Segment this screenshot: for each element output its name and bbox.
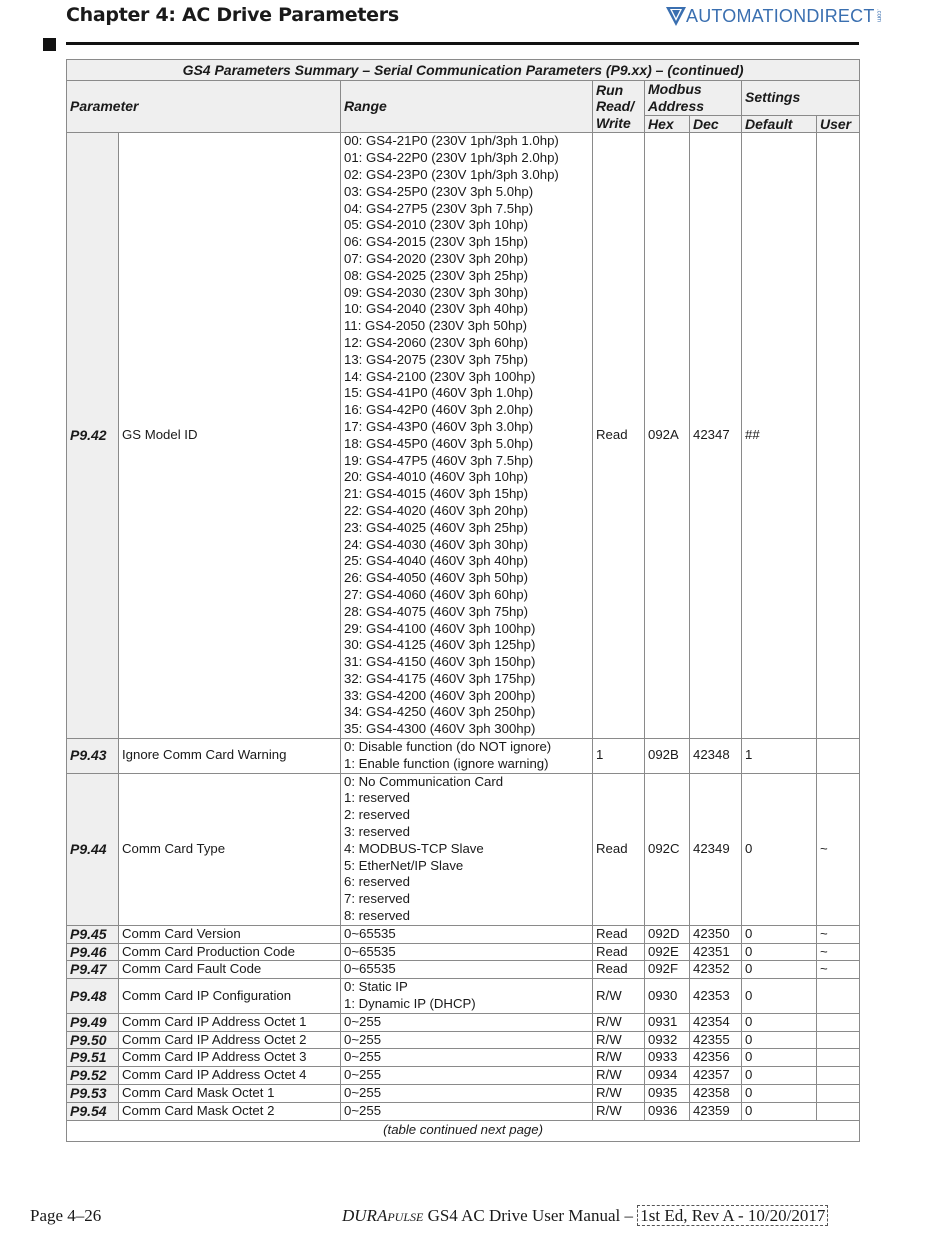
range-option: 7: reserved: [344, 891, 410, 907]
range-option: 18: GS4-45P0 (460V 3ph 5.0hp): [344, 435, 534, 451]
table-row: [67, 1085, 860, 1103]
header-settings: Settings: [742, 81, 860, 116]
param-default: 0: [742, 1013, 817, 1031]
param-name: Comm Card IP Address Octet 2: [119, 1031, 341, 1049]
param-name: Comm Card IP Configuration: [119, 979, 341, 1014]
range-option: 1: Enable function (ignore warning): [344, 755, 549, 771]
param-hex: 092D: [645, 925, 690, 943]
param-name: Comm Card Mask Octet 1: [119, 1085, 341, 1103]
param-read-write: Read: [593, 133, 645, 739]
range-option: 0~255: [344, 1049, 382, 1065]
param-name: Comm Card Version: [119, 925, 341, 943]
range-option: 28: GS4-4075 (460V 3ph 75hp): [344, 603, 529, 619]
range-option: 10: GS4-2040 (230V 3ph 40hp): [344, 301, 529, 317]
param-name: Comm Card IP Address Octet 3: [119, 1049, 341, 1067]
param-read-write: R/W: [593, 1013, 645, 1031]
param-range: [341, 1013, 593, 1031]
range-option: 30: GS4-4125 (460V 3ph 125hp): [344, 637, 536, 653]
header-run-read-write: [593, 81, 645, 133]
manual-title-text: GS4 AC Drive User Manual –: [423, 1206, 638, 1225]
param-dec: 42347: [690, 133, 742, 739]
param-default: 0: [742, 1085, 817, 1103]
header-write-line: Write: [596, 115, 631, 132]
range-option: 0~255: [344, 1067, 382, 1083]
param-range: [341, 1049, 593, 1067]
param-user: [817, 1013, 860, 1031]
table-row: [67, 1031, 860, 1049]
range-option: 00: GS4-21P0 (230V 1ph/3ph 1.0hp): [344, 133, 559, 149]
range-option: 1: reserved: [344, 790, 410, 806]
param-default: 0: [742, 925, 817, 943]
range-option: 08: GS4-2025 (230V 3ph 25hp): [344, 267, 529, 283]
param-range: [341, 773, 593, 925]
param-user: [817, 1049, 860, 1067]
param-name: Ignore Comm Card Warning: [119, 739, 341, 774]
automationdirect-logo: [666, 4, 882, 28]
range-option: 34: GS4-4250 (460V 3ph 250hp): [344, 704, 536, 720]
edition-stamp: 1st Ed, Rev A - 10/20/2017: [637, 1205, 828, 1226]
range-option: 22: GS4-4020 (460V 3ph 20hp): [344, 502, 529, 518]
param-dec: 42358: [690, 1085, 742, 1103]
table-row: [67, 1067, 860, 1085]
param-user: ~: [817, 925, 860, 943]
header-rule-marker: [43, 38, 56, 51]
param-id: P9.48: [67, 979, 119, 1014]
param-range: [341, 979, 593, 1014]
param-dec: 42353: [690, 979, 742, 1014]
param-user: ~: [817, 773, 860, 925]
param-default: 0: [742, 1067, 817, 1085]
param-id: P9.44: [67, 773, 119, 925]
param-hex: 092F: [645, 961, 690, 979]
logo-suffix: .com: [875, 9, 882, 23]
param-dec: 42348: [690, 739, 742, 774]
table-row: [67, 739, 860, 774]
param-range: [341, 925, 593, 943]
range-option: 31: GS4-4150 (460V 3ph 150hp): [344, 654, 536, 670]
logo-v-icon: [666, 5, 686, 27]
range-option: 06: GS4-2015 (230V 3ph 15hp): [344, 234, 529, 250]
range-option: 33: GS4-4200 (460V 3ph 200hp): [344, 687, 536, 703]
param-user: [817, 133, 860, 739]
range-option: 0: Static IP: [344, 979, 408, 995]
param-default: 1: [742, 739, 817, 774]
param-read-write: R/W: [593, 1031, 645, 1049]
range-option: 32: GS4-4175 (460V 3ph 175hp): [344, 670, 536, 686]
param-default: 0: [742, 773, 817, 925]
chapter-title: Chapter 4: AC Drive Parameters: [66, 4, 399, 26]
param-read-write: R/W: [593, 979, 645, 1014]
param-range: [341, 1031, 593, 1049]
param-user: ~: [817, 961, 860, 979]
header-address-line: Address: [648, 97, 705, 114]
range-option: 26: GS4-4050 (460V 3ph 50hp): [344, 570, 529, 586]
param-read-write: R/W: [593, 1067, 645, 1085]
param-id: P9.49: [67, 1013, 119, 1031]
range-option: 17: GS4-43P0 (460V 3ph 3.0hp): [344, 418, 534, 434]
param-default: 0: [742, 1049, 817, 1067]
range-option: 13: GS4-2075 (230V 3ph 75hp): [344, 351, 529, 367]
range-option: 05: GS4-2010 (230V 3ph 10hp): [344, 217, 529, 233]
param-name: Comm Card IP Address Octet 4: [119, 1067, 341, 1085]
header-parameter: Parameter: [67, 81, 341, 133]
range-option: 25: GS4-4040 (460V 3ph 40hp): [344, 553, 529, 569]
param-user: [817, 1067, 860, 1085]
param-hex: 0931: [645, 1013, 690, 1031]
param-hex: 092E: [645, 943, 690, 961]
header-hex: Hex: [645, 115, 690, 133]
param-read-write: R/W: [593, 1085, 645, 1103]
param-id: P9.51: [67, 1049, 119, 1067]
table-row: [67, 943, 860, 961]
param-range: [341, 1102, 593, 1120]
range-option: 12: GS4-2060 (230V 3ph 60hp): [344, 334, 529, 350]
param-dec: 42357: [690, 1067, 742, 1085]
table-row: [67, 133, 860, 739]
range-option: 07: GS4-2020 (230V 3ph 20hp): [344, 250, 529, 266]
range-option: 11: GS4-2050 (230V 3ph 50hp): [344, 318, 528, 334]
table-continued-note: (table continued next page): [67, 1120, 860, 1141]
param-read-write: R/W: [593, 1049, 645, 1067]
param-range: [341, 1085, 593, 1103]
table-row: [67, 925, 860, 943]
table-caption: GS4 Parameters Summary – Serial Communication Parameters (P9.xx) – (continued): [67, 60, 860, 81]
table-row: [67, 1049, 860, 1067]
param-dec: 42350: [690, 925, 742, 943]
range-option: 2: reserved: [344, 807, 410, 823]
param-dec: 42356: [690, 1049, 742, 1067]
range-option: 02: GS4-23P0 (230V 1ph/3ph 3.0hp): [344, 166, 559, 182]
range-option: 15: GS4-41P0 (460V 3ph 1.0hp): [344, 385, 534, 401]
param-id: P9.50: [67, 1031, 119, 1049]
range-option: 09: GS4-2030 (230V 3ph 30hp): [344, 284, 529, 300]
brand-dura: DURA: [342, 1206, 388, 1225]
table-row: [67, 961, 860, 979]
range-option: 0~255: [344, 1102, 382, 1118]
header-run-line: Run: [596, 81, 624, 98]
range-option: 23: GS4-4025 (460V 3ph 25hp): [344, 519, 529, 535]
range-option: 35: GS4-4300 (460V 3ph 300hp): [344, 721, 536, 737]
param-id: P9.47: [67, 961, 119, 979]
param-id: P9.53: [67, 1085, 119, 1103]
range-option: 4: MODBUS-TCP Slave: [344, 840, 484, 856]
param-user: [817, 979, 860, 1014]
param-hex: 092A: [645, 133, 690, 739]
param-read-write: Read: [593, 961, 645, 979]
param-default: 0: [742, 943, 817, 961]
param-range: [341, 961, 593, 979]
range-option: 0~65535: [344, 943, 396, 959]
header-dec: Dec: [690, 115, 742, 133]
param-read-write: R/W: [593, 1102, 645, 1120]
param-user: [817, 739, 860, 774]
range-option: 0: No Communication Card: [344, 773, 504, 789]
param-dec: 42355: [690, 1031, 742, 1049]
param-range: [341, 739, 593, 774]
param-read-write: 1: [593, 739, 645, 774]
manual-title: [342, 1206, 828, 1226]
param-id: P9.43: [67, 739, 119, 774]
range-option: 0~255: [344, 1085, 382, 1101]
logo-text: AUTOMATIONDIRECT: [686, 5, 875, 26]
param-read-write: Read: [593, 943, 645, 961]
param-dec: 42354: [690, 1013, 742, 1031]
range-option: 0~65535: [344, 961, 396, 977]
param-hex: 0930: [645, 979, 690, 1014]
param-id: P9.54: [67, 1102, 119, 1120]
header-modbus-address: [645, 81, 742, 116]
param-id: P9.42: [67, 133, 119, 739]
range-option: 04: GS4-27P5 (230V 3ph 7.5hp): [344, 200, 534, 216]
param-name: Comm Card Type: [119, 773, 341, 925]
param-user: [817, 1031, 860, 1049]
param-dec: 42352: [690, 961, 742, 979]
range-option: 0: Disable function (do NOT ignore): [344, 739, 552, 755]
param-dec: 42359: [690, 1102, 742, 1120]
param-default: 0: [742, 961, 817, 979]
range-option: 5: EtherNet/IP Slave: [344, 857, 464, 873]
param-hex: 0933: [645, 1049, 690, 1067]
range-option: 16: GS4-42P0 (460V 3ph 2.0hp): [344, 402, 534, 418]
param-hex: 0934: [645, 1067, 690, 1085]
table-row: [67, 979, 860, 1014]
range-option: 0~255: [344, 1031, 382, 1047]
range-option: 24: GS4-4030 (460V 3ph 30hp): [344, 536, 529, 552]
param-read-write: Read: [593, 925, 645, 943]
range-option: 3: reserved: [344, 824, 410, 840]
parameters-table: [66, 59, 860, 1142]
page-number: Page 4–26: [30, 1206, 102, 1225]
table-row: [67, 1102, 860, 1120]
param-user: ~: [817, 943, 860, 961]
range-option: 21: GS4-4015 (460V 3ph 15hp): [344, 486, 529, 502]
param-hex: 092B: [645, 739, 690, 774]
table-row: [67, 773, 860, 925]
table-row: [67, 1013, 860, 1031]
range-option: 6: reserved: [344, 874, 410, 890]
param-hex: 0932: [645, 1031, 690, 1049]
range-option: 14: GS4-2100 (230V 3ph 100hp): [344, 368, 536, 384]
range-option: 27: GS4-4060 (460V 3ph 60hp): [344, 586, 529, 602]
param-name: Comm Card Production Code: [119, 943, 341, 961]
param-read-write: Read: [593, 773, 645, 925]
range-option: 1: Dynamic IP (DHCP): [344, 996, 476, 1012]
param-hex: 0936: [645, 1102, 690, 1120]
range-option: 01: GS4-22P0 (230V 1ph/3ph 2.0hp): [344, 150, 559, 166]
range-option: 03: GS4-25P0 (230V 3ph 5.0hp): [344, 183, 534, 199]
param-name: Comm Card IP Address Octet 1: [119, 1013, 341, 1031]
param-dec: 42351: [690, 943, 742, 961]
param-default: 0: [742, 979, 817, 1014]
range-option: 0~65535: [344, 925, 396, 941]
brand-pulse: pulse: [387, 1206, 424, 1225]
param-default: 0: [742, 1102, 817, 1120]
header-rule: [66, 42, 859, 45]
param-id: P9.45: [67, 925, 119, 943]
header-default: Default: [742, 115, 817, 133]
range-option: 20: GS4-4010 (460V 3ph 10hp): [344, 469, 529, 485]
param-user: [817, 1102, 860, 1120]
param-range: [341, 943, 593, 961]
range-option: 8: reserved: [344, 908, 410, 924]
param-name: GS Model ID: [119, 133, 341, 739]
param-id: P9.52: [67, 1067, 119, 1085]
param-range: [341, 1067, 593, 1085]
range-option: 0~255: [344, 1013, 382, 1029]
header-user: User: [817, 115, 860, 133]
param-user: [817, 1085, 860, 1103]
param-name: Comm Card Fault Code: [119, 961, 341, 979]
param-default: 0: [742, 1031, 817, 1049]
param-hex: 092C: [645, 773, 690, 925]
param-name: Comm Card Mask Octet 2: [119, 1102, 341, 1120]
header-range: Range: [341, 81, 593, 133]
param-id: P9.46: [67, 943, 119, 961]
param-default: ##: [742, 133, 817, 739]
range-option: 29: GS4-4100 (460V 3ph 100hp): [344, 620, 536, 636]
param-hex: 0935: [645, 1085, 690, 1103]
param-range: [341, 133, 593, 739]
header-modbus-line: Modbus: [648, 81, 702, 97]
range-option: 19: GS4-47P5 (460V 3ph 7.5hp): [344, 452, 534, 468]
param-dec: 42349: [690, 773, 742, 925]
header-read-line: Read/: [596, 98, 635, 115]
